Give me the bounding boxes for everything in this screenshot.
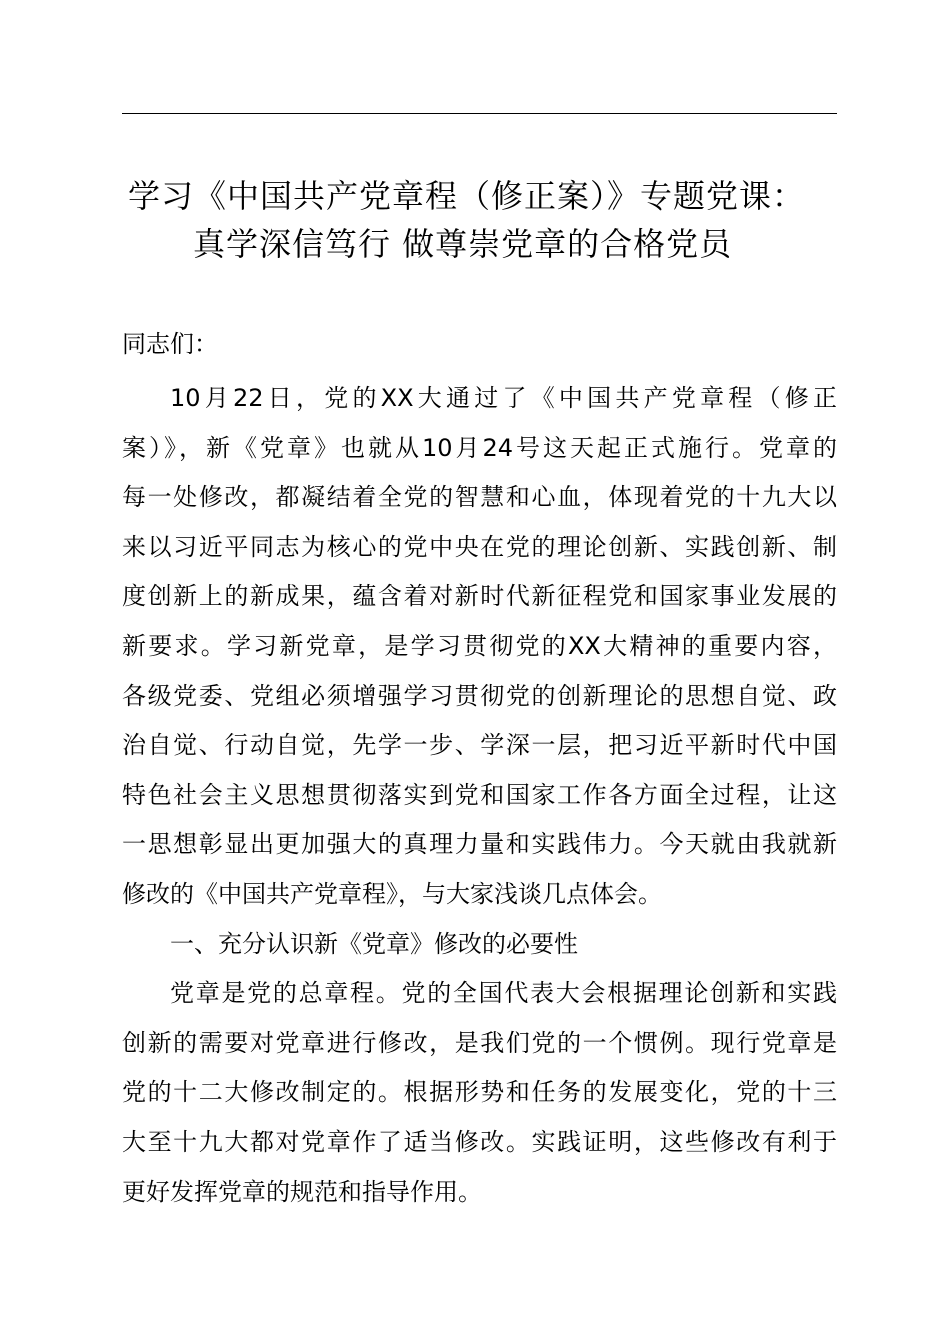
paragraph-line: 更好发挥党章的规范和指导作用。 — [122, 1177, 482, 1206]
header-rule — [122, 113, 837, 114]
paragraph-line: 党章是党的总章程。党的全国代表大会根据理论创新和实践 — [170, 979, 837, 1008]
paragraph-1 — [122, 374, 837, 920]
paragraph-line: 大至十九大都对党章作了适当修改。实践证明，这些修改有利于 — [122, 1127, 837, 1156]
paragraph-line: 10月22日，党的XX大通过了《中国共产党章程（修正 — [170, 384, 837, 412]
paragraph-line: 各级党委、党组必须增强学习贯彻党的创新理论的思想自觉、政 — [122, 681, 837, 710]
paragraph-line: 党的十二大修改制定的。根据形势和任务的发展变化，党的十三 — [122, 1078, 837, 1107]
paragraph-line: 修改的《中国共产党章程》，与大家浅谈几点体会。 — [122, 879, 662, 908]
paragraph-line: 一思想彰显出更加强大的真理力量和实践伟力。今天就由我就新 — [122, 830, 837, 859]
document-body — [122, 374, 837, 1217]
paragraph-line: 来以习近平同志为核心的党中央在党的理论创新、实践创新、制 — [122, 532, 837, 561]
paragraph-line: 新要求。学习新党章，是学习贯彻党的XX大精神的重要内容， — [122, 631, 837, 660]
paragraph-line: 治自觉、行动自觉，先学一步、学深一层，把习近平新时代中国 — [122, 731, 837, 760]
salutation: 同志们： — [122, 330, 218, 358]
paragraph-line: 度创新上的新成果，蕴含着对新时代新征程党和国家事业发展的 — [122, 582, 837, 611]
title-line-1: 学习《中国共产党章程（修正案）》专题党课： — [128, 177, 806, 215]
paragraph-line: 每一处修改，都凝结着全党的智慧和心血，体现着党的十九大以 — [122, 483, 837, 512]
title-line-2: 真学深信笃行 做尊崇党章的合格党员 — [193, 225, 733, 263]
paragraph-line: 创新的需要对党章进行修改，是我们党的一个惯例。现行党章是 — [122, 1028, 837, 1057]
paragraph-2 — [122, 969, 837, 1217]
paragraph-line: 特色社会主义思想贯彻落实到党和国家工作各方面全过程，让这 — [122, 780, 837, 809]
document-title — [122, 172, 882, 268]
paragraph-line: 案）》，新《党章》也就从10月24号这天起正式施行。党章的 — [122, 433, 837, 462]
section-heading: 一、充分认识新《党章》修改的必要性 — [170, 929, 578, 958]
